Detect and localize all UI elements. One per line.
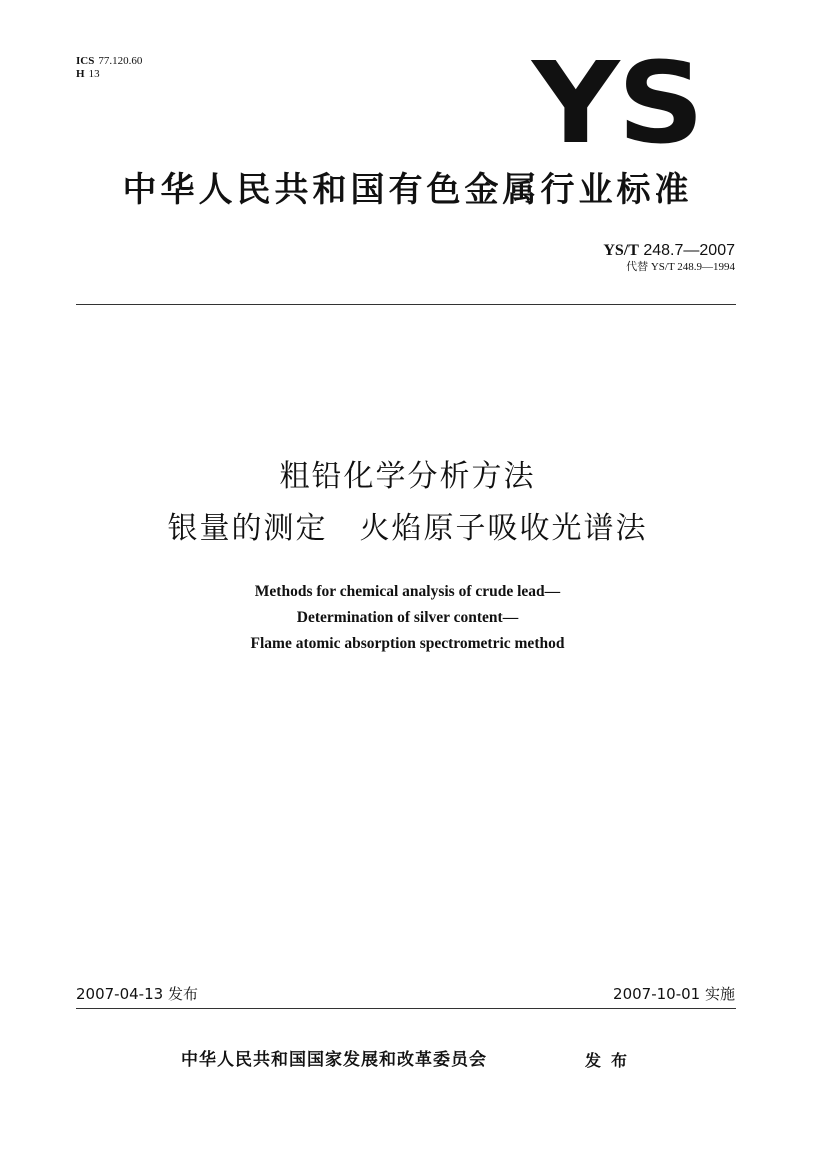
- bottom-divider: [76, 1008, 736, 1009]
- chinese-title-line-2: 银量的测定 火焰原子吸收光谱法: [167, 511, 648, 546]
- standard-prefix: YS/T: [603, 242, 639, 259]
- ys-logo: YS: [532, 39, 703, 169]
- standard-number-line: [603, 242, 735, 260]
- ics-label: ICS: [76, 55, 95, 67]
- top-divider: [76, 304, 736, 305]
- replaces-standard: 代替 YS/T 248.9—1994: [626, 261, 735, 273]
- ics-code: 77.120.60: [98, 55, 143, 67]
- standard-number: [603, 242, 735, 274]
- page-title: 中华人民共和国有色金属行业标准: [122, 170, 693, 210]
- english-title-line-2: Determination of silver content—: [296, 609, 519, 626]
- issuing-authority: 中华人民共和国国家发展和改革委员会: [181, 1050, 487, 1070]
- implement-date: 2007-10-01 实施: [613, 985, 735, 1003]
- english-title-line-3: Flame atomic absorption spectrometric method: [250, 635, 565, 652]
- h-label: H: [76, 68, 85, 80]
- publish-date: 2007-04-13 发布: [76, 985, 198, 1003]
- english-title-line-1: Methods for chemical analysis of crude lead—: [254, 583, 561, 600]
- h-code: 13: [88, 68, 100, 80]
- ics-line: [76, 55, 142, 68]
- classification-codes: [76, 55, 142, 81]
- h-line: [76, 68, 142, 81]
- chinese-title-line-1: 粗铅化学分析方法: [279, 459, 536, 494]
- issue-label: 发布: [585, 1051, 638, 1070]
- standard-code: 248.7—2007: [643, 242, 735, 259]
